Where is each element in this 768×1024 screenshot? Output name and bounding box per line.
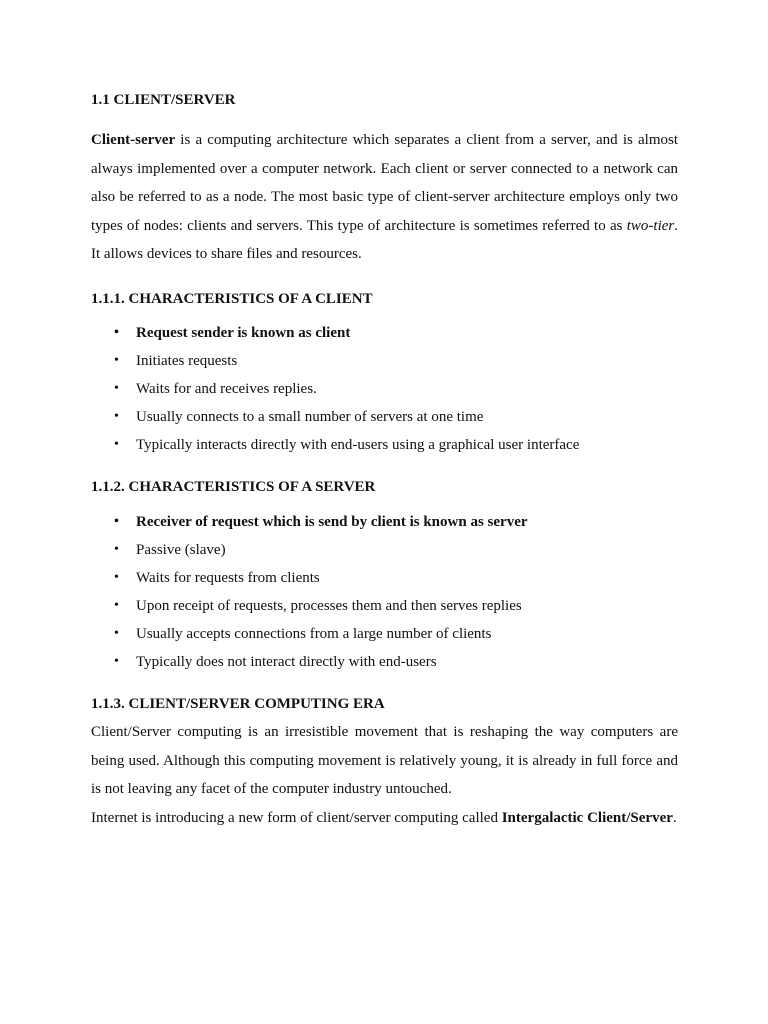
term-intergalactic: Intergalactic	[501, 809, 584, 826]
list-item: • Usually accepts connections from a large number of clients	[91, 620, 678, 648]
list-item: • Request sender is known as client	[91, 319, 678, 347]
intergalactic-text: Internet is introducing a new form of client/server computing called	[91, 809, 502, 826]
computing-era-paragraph: Client/Server computing is an irresistible movement that is reshaping the way computers are being used. Although this computing movement is relatively young, it is already in full force and is not leaving any facet of the computer industry untouched.	[91, 723, 678, 798]
term-client-server: Client-server	[91, 132, 176, 148]
list-item: • Typically interacts directly with end-users using a graphical user interface	[91, 431, 678, 459]
term-client-server-2: Client/Server	[587, 809, 673, 826]
list-item: • Usually connects to a small number of servers at one time	[91, 403, 678, 431]
list-item: • Receiver of request which is send by client is known as server	[91, 508, 678, 536]
list-item: • Waits for requests from clients	[91, 564, 678, 592]
client-characteristics-list	[91, 319, 678, 459]
list-item: • Passive (slave)	[91, 536, 678, 564]
server-characteristics-list	[91, 508, 678, 676]
section-heading-computing-era: 1.1.3. CLIENT/SERVER COMPUTING ERA	[91, 695, 385, 712]
term-two-tier: two-tier	[626, 217, 675, 234]
intro-text-part-1: is a computing architecture which separates a client from a server, and is almost always implemented over a computer network. Each client or server connected to a network can also be referred to as a node. The most basic type of client-server architecture employs only two types of nodes: clients and servers. This type of architecture is sometimes referred to as	[91, 132, 678, 234]
page-content	[91, 88, 678, 832]
intergalactic-paragraph	[91, 804, 678, 833]
intergalactic-period: .	[672, 809, 677, 826]
section-heading-client-server: 1.1 CLIENT/SERVER	[91, 92, 236, 108]
list-item: • Initiates requests	[91, 347, 678, 375]
intro-paragraph	[91, 126, 678, 269]
list-item: • Waits for and receives replies.	[91, 375, 678, 403]
list-item: • Upon receipt of requests, processes them and then serves replies	[91, 592, 678, 620]
section-heading-server-characteristics: 1.1.2. CHARACTERISTICS OF A SERVER	[91, 478, 376, 495]
list-item: • Typically does not interact directly with end-users	[91, 648, 678, 676]
section-heading-client-characteristics: 1.1.1. CHARACTERISTICS OF A CLIENT	[91, 290, 373, 307]
intro-text-part-2: . It allows devices to share files and resources.	[91, 217, 678, 263]
